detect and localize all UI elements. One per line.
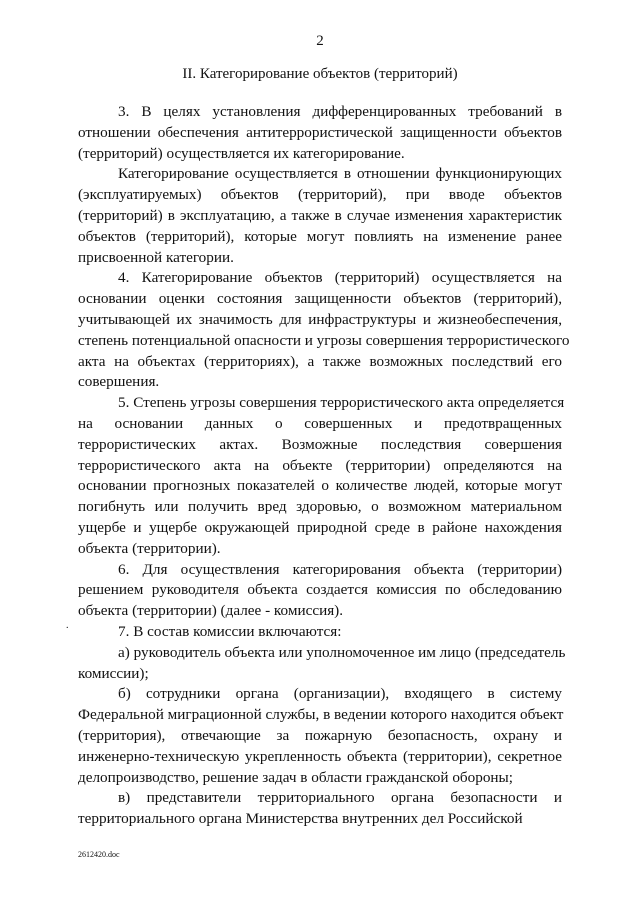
- margin-mark: .: [66, 620, 69, 631]
- text-line: территориального органа Министерства внутренних дел Российской: [78, 810, 523, 828]
- text-line: (территория), отвечающие за пожарную безопасность, охрану и: [78, 726, 562, 744]
- text-line: основании прогнозных показателей о количестве людей, которые могут: [78, 477, 562, 495]
- paragraph: [78, 622, 562, 643]
- text-line: совершения.: [78, 373, 160, 391]
- paragraph: [78, 788, 562, 830]
- text-line: присвоенной категории.: [78, 248, 234, 266]
- page-number: 2: [316, 33, 324, 49]
- section-title: II. Категорирование объектов (территорий): [182, 66, 458, 82]
- text-line: Федеральной миграционной службы, в ведении которого находится объект: [78, 706, 564, 724]
- paragraph: [78, 643, 566, 685]
- text-line: 7. В состав комиссии включаются:: [118, 622, 342, 640]
- paragraph: [78, 164, 562, 268]
- text-line: террористических актах. Возможные последствия совершения: [78, 435, 562, 453]
- text-line: решением руководителя объекта создается комиссия по обследованию: [78, 581, 562, 599]
- paragraph: [78, 560, 562, 622]
- text-line: основании оценки состояния защищенности объектов (территорий),: [78, 290, 562, 308]
- text-line: объекта (территории).: [78, 539, 221, 557]
- text-line: б) сотрудники органа (организации), входящего в систему: [118, 685, 562, 703]
- document-body: [78, 102, 570, 830]
- text-line: (эксплуатируемых) объектов (территорий), при вводе объектов: [78, 186, 562, 204]
- text-line: делопроизводство, решение задач в области гражданской обороны;: [78, 768, 513, 786]
- text-line: а) руководитель объекта или уполномоченное им лицо (председатель: [118, 643, 566, 661]
- text-line: комиссии);: [78, 664, 149, 682]
- text-line: (территорий) осуществляется их категорирование.: [78, 144, 405, 162]
- paragraph: [78, 393, 565, 559]
- text-line: ущербе и ущербе окружающей природной среде в районе нахождения: [78, 518, 562, 536]
- text-line: 5. Степень угрозы совершения террористического акта определяется: [118, 394, 565, 412]
- text-line: 4. Категорирование объектов (территорий) осуществляется на: [118, 269, 562, 287]
- text-line: в) представители территориального органа безопасности и: [118, 789, 562, 807]
- text-line: 6. Для осуществления категорирования объекта (территории): [118, 560, 562, 578]
- paragraph: [78, 684, 562, 788]
- text-line: 3. В целях установления дифференцированных требований в: [118, 103, 562, 120]
- text-line: погибнуть или получить вред здоровью, о возможном материальном: [78, 498, 562, 516]
- text-line: Категорирование осуществляется в отношении функционирующих: [118, 165, 562, 183]
- text-line: объектов (территорий), которые могут повлиять на изменение ранее: [78, 227, 562, 245]
- text-line: на основании данных о совершенных и предотвращенных: [78, 414, 562, 432]
- text-line: учитывающей их значимость для инфраструктуры и жизнеобеспечения,: [78, 310, 562, 328]
- text-line: (территорий) в эксплуатацию, а также в случае изменения характеристик: [78, 206, 562, 224]
- text-line: объекта (территории) (далее - комиссия).: [78, 602, 344, 620]
- text-line: инженерно-техническую укрепленность объекта (территории), секретное: [78, 747, 562, 765]
- paragraph: [78, 268, 570, 393]
- text-line: степень потенциальной опасности и угрозы совершения террористического: [78, 331, 570, 349]
- footer-filename: 2612420.doc: [78, 850, 120, 859]
- text-line: террористического акта на объекте (территории) определяются на: [78, 456, 562, 474]
- text-line: акта на объектах (территориях), а также возможных последствий его: [78, 352, 562, 370]
- paragraph: [78, 102, 562, 164]
- text-line: отношении обеспечения антитеррористической защищенности объектов: [78, 123, 562, 141]
